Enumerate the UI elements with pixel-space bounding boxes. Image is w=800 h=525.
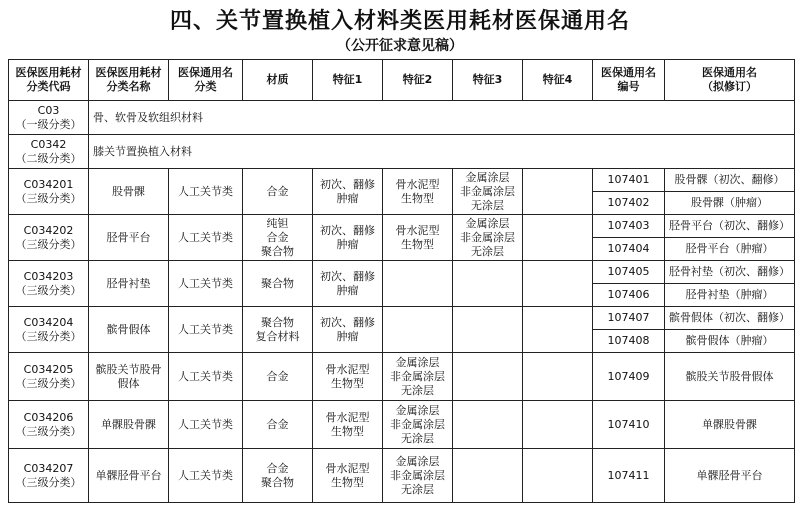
level2-code: C0342 （二级分类）	[9, 135, 89, 169]
generic-name-cell: 胫骨平台（初次、翻修）	[665, 215, 795, 238]
category-name-cell: 髌股关节股骨 假体	[89, 353, 169, 401]
column-header: 医保医用耗材 分类代码	[9, 60, 89, 101]
table-row	[9, 215, 795, 238]
generic-number-cell: 107401	[593, 169, 665, 192]
feature1-cell: 骨水泥型 生物型	[313, 401, 383, 449]
category-code-cell: C034205 （三级分类）	[9, 353, 89, 401]
generic-number-cell: 107404	[593, 238, 665, 261]
generic-category-cell: 人工关节类	[169, 307, 243, 353]
generic-name-cell: 股骨髁（肿瘤）	[665, 192, 795, 215]
column-header: 特征1	[313, 60, 383, 101]
generic-number-cell: 107405	[593, 261, 665, 284]
generic-number-cell: 107407	[593, 307, 665, 330]
table-body	[9, 101, 795, 503]
material-cell: 纯钽 合金 聚合物	[243, 215, 313, 261]
feature3-cell	[453, 401, 523, 449]
generic-number-cell: 107408	[593, 330, 665, 353]
feature3-cell	[453, 261, 523, 307]
generic-category-cell: 人工关节类	[169, 261, 243, 307]
generic-name-cell: 髌骨假体（初次、翻修）	[665, 307, 795, 330]
generic-category-cell: 人工关节类	[169, 449, 243, 503]
feature4-cell	[523, 449, 593, 503]
generic-number-cell: 107402	[593, 192, 665, 215]
feature4-cell	[523, 307, 593, 353]
generic-name-cell: 胫骨衬垫（初次、翻修）	[665, 261, 795, 284]
level2-name: 膝关节置换植入材料	[89, 135, 795, 169]
level1-code: C03 （一级分类）	[9, 101, 89, 135]
material-cell: 聚合物 复合材料	[243, 307, 313, 353]
feature3-cell: 金属涂层 非金属涂层 无涂层	[453, 215, 523, 261]
category-name-cell: 胫骨衬垫	[89, 261, 169, 307]
feature4-cell	[523, 401, 593, 449]
feature2-cell: 骨水泥型 生物型	[383, 169, 453, 215]
material-cell: 合金	[243, 353, 313, 401]
feature2-cell: 金属涂层 非金属涂层 无涂层	[383, 353, 453, 401]
category-code-cell: C034201 （三级分类）	[9, 169, 89, 215]
generic-name-cell: 单髁胫骨平台	[665, 449, 795, 503]
column-header: 特征2	[383, 60, 453, 101]
feature1-cell: 初次、翻修 肿瘤	[313, 261, 383, 307]
table-row	[9, 169, 795, 192]
table-row	[9, 261, 795, 284]
material-cell: 合金	[243, 401, 313, 449]
feature1-cell: 骨水泥型 生物型	[313, 449, 383, 503]
category-code-cell: C034204 （三级分类）	[9, 307, 89, 353]
feature4-cell	[523, 169, 593, 215]
category-code-cell: C034202 （三级分类）	[9, 215, 89, 261]
column-header: 医保医用耗材 分类名称	[89, 60, 169, 101]
feature3-cell: 金属涂层 非金属涂层 无涂层	[453, 169, 523, 215]
feature2-cell: 骨水泥型 生物型	[383, 215, 453, 261]
generic-name-cell: 髌骨假体（肿瘤）	[665, 330, 795, 353]
column-header: 医保通用名 分类	[169, 60, 243, 101]
generic-name-cell: 髌股关节股骨假体	[665, 353, 795, 401]
generic-name-cell: 胫骨衬垫（肿瘤）	[665, 284, 795, 307]
feature3-cell	[453, 307, 523, 353]
feature1-cell: 初次、翻修 肿瘤	[313, 307, 383, 353]
catalog-table	[8, 59, 795, 503]
feature2-cell	[383, 307, 453, 353]
generic-category-cell: 人工关节类	[169, 353, 243, 401]
generic-number-cell: 107411	[593, 449, 665, 503]
category-name-cell: 胫骨平台	[89, 215, 169, 261]
feature4-cell	[523, 353, 593, 401]
generic-category-cell: 人工关节类	[169, 215, 243, 261]
generic-category-cell: 人工关节类	[169, 169, 243, 215]
feature3-cell	[453, 353, 523, 401]
table-row	[9, 449, 795, 503]
generic-name-cell: 股骨髁（初次、翻修）	[665, 169, 795, 192]
material-cell: 合金	[243, 169, 313, 215]
feature2-cell	[383, 261, 453, 307]
category-name-cell: 单髁股骨髁	[89, 401, 169, 449]
category-name-cell: 股骨髁	[89, 169, 169, 215]
feature4-cell	[523, 261, 593, 307]
table-row	[9, 401, 795, 449]
feature2-cell: 金属涂层 非金属涂层 无涂层	[383, 401, 453, 449]
material-cell: 合金 聚合物	[243, 449, 313, 503]
column-header: 医保通用名 （拟修订）	[665, 60, 795, 101]
category-code-cell: C034203 （三级分类）	[9, 261, 89, 307]
category-code-cell: C034207 （三级分类）	[9, 449, 89, 503]
generic-name-cell: 单髁股骨髁	[665, 401, 795, 449]
generic-number-cell: 107403	[593, 215, 665, 238]
material-cell: 聚合物	[243, 261, 313, 307]
feature2-cell: 金属涂层 非金属涂层 无涂层	[383, 449, 453, 503]
generic-number-cell: 107406	[593, 284, 665, 307]
header-row	[9, 60, 795, 101]
column-header: 特征4	[523, 60, 593, 101]
level1-row	[9, 101, 795, 135]
feature4-cell	[523, 215, 593, 261]
level2-row	[9, 135, 795, 169]
feature3-cell	[453, 449, 523, 503]
document-subtitle: （公开征求意见稿）	[337, 38, 463, 54]
column-header: 医保通用名 编号	[593, 60, 665, 101]
category-name-cell: 髌骨假体	[89, 307, 169, 353]
table-row	[9, 353, 795, 401]
generic-category-cell: 人工关节类	[169, 401, 243, 449]
column-header: 特征3	[453, 60, 523, 101]
feature1-cell: 初次、翻修 肿瘤	[313, 169, 383, 215]
feature1-cell: 骨水泥型 生物型	[313, 353, 383, 401]
feature1-cell: 初次、翻修 肿瘤	[313, 215, 383, 261]
level1-name: 骨、软骨及软组织材料	[89, 101, 795, 135]
category-code-cell: C034206 （三级分类）	[9, 401, 89, 449]
category-name-cell: 单髁胫骨平台	[89, 449, 169, 503]
generic-name-cell: 胫骨平台（肿瘤）	[665, 238, 795, 261]
column-header: 材质	[243, 60, 313, 101]
generic-number-cell: 107410	[593, 401, 665, 449]
table-row	[9, 307, 795, 330]
generic-number-cell: 107409	[593, 353, 665, 401]
document-title: 四、关节置换植入材料类医用耗材医保通用名	[169, 9, 630, 34]
